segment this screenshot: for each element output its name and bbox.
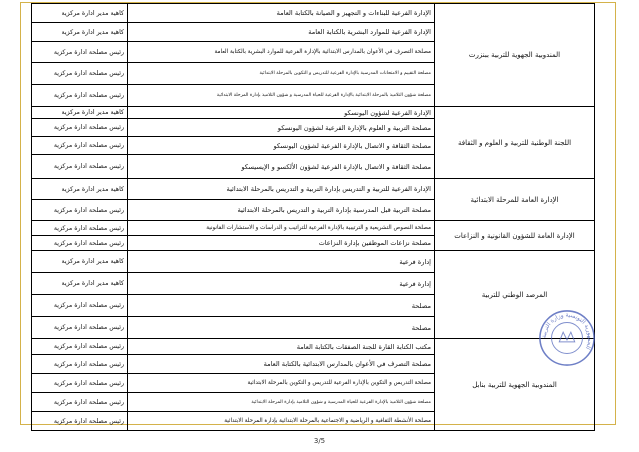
rank-cell: كاهية مدير ادارة مركزية [32,4,128,23]
department-cell: المندوبية الجهوية للتربية ببنزرت [435,4,595,107]
unit-cell: الإدارة الفرعية لشؤون اليونسكو [128,107,435,119]
stamp-text: الجمهورية التونسية وزارة التربية [541,312,593,351]
unit-cell: الإدارة الفرعية للبناءات و التجهيز و الصيانة بالكتابة العامة [128,4,435,23]
unit-cell: مصلحة شؤون التلاميذ بالإدارة الفرعية للحياة المدرسية و شؤون التلاميذ بإدارة المرحلة الابتدائية [128,393,435,412]
unit-cell: إدارة فرعية [128,251,435,273]
table-row [32,179,595,200]
rank-cell: رئيس مصلحة ادارة مركزية [32,119,128,137]
department-cell: الإدارة العامة للشؤون القانونية و النزاعات [435,221,595,251]
department-cell: المندوبية الجهوية للتربية بنابل [435,339,595,431]
rank-cell: كاهية مدير ادارة مركزية [32,179,128,200]
unit-cell: إدارة فرعية [128,273,435,295]
unit-cell: مصلحة التربية و العلوم بالإدارة الفرعية لشؤون اليونسكو [128,119,435,137]
unit-cell: مصلحة [128,317,435,339]
page-number: 3/5 [313,437,326,445]
unit-cell: مصلحة النصوص التشريعية و الترتيبية بالإدارة الفرعية للتراتيب و الدراسات و الاستشارات القانونية [128,221,435,236]
table-row [32,251,595,273]
unit-cell: مصلحة التربية قبل المدرسية بإدارة التربية و التدريس بالمرحلة الابتدائية [128,200,435,221]
unit-cell: مصلحة التصرف في الأعوان بالمدارس الابتدائية بالإدارة الفرعية للموارد البشرية بالكتابة العامة [128,42,435,63]
positions-table [31,3,595,431]
rank-cell: رئيس مصلحة ادارة مركزية [32,355,128,374]
department-cell: اللجنة الوطنية للتربية و العلوم و الثقافة [435,107,595,179]
rank-cell: كاهية مدير ادارة مركزية [32,273,128,295]
document-page [20,2,616,425]
unit-cell: مصلحة الأنشطة الثقافية و الرياضية و الاجتماعية بالمرحلة الابتدائية بإدارة المرحلة الابتدائية [128,412,435,431]
official-stamp-icon [538,309,596,367]
unit-cell: مصلحة التصرف في الأعوان بالمدارس الابتدائية بالكتابة العامة [128,355,435,374]
unit-cell: مصلحة التقييم و الامتحانات المدرسية بالإدارة الفرعية للتدريس و التكوين بالمرحلة الابتدائية [128,63,435,85]
rank-cell: رئيس مصلحة ادارة مركزية [32,200,128,221]
rank-cell: رئيس مصلحة ادارة مركزية [32,63,128,85]
rank-cell: رئيس مصلحة ادارة مركزية [32,42,128,63]
table-row [32,339,595,355]
rank-cell: رئيس مصلحة ادارة مركزية [32,155,128,179]
rank-cell: كاهية مدير ادارة مركزية [32,107,128,119]
unit-cell: مصلحة الثقافة و الاتصال بالإدارة الفرعية لشؤون الألكسو و الإيسيسكو [128,155,435,179]
department-cell: الإدارة العامة للمرحلة الابتدائية [435,179,595,221]
unit-cell: الإدارة الفرعية للتربية و التدريس بإدارة التربية و التدريس بالمرحلة الابتدائية [128,179,435,200]
rank-cell: كاهية مدير ادارة مركزية [32,251,128,273]
department-cell: المرصد الوطني للتربية [435,251,595,339]
unit-cell: مصلحة التدريس و التكوين بالإدارة الفرعية للتدريس و التكوين بالمرحلة الابتدائية [128,374,435,393]
rank-cell: رئيس مصلحة ادارة مركزية [32,85,128,107]
rank-cell: رئيس مصلحة ادارة مركزية [32,137,128,155]
table-row [32,4,595,23]
unit-cell: مصلحة شؤون التلاميذ بالمرحلة الابتدائية بالإدارة الفرعية للحياة المدرسية و شؤون التلاميذ بإدارة المرحلة الابتدائية [128,85,435,107]
unit-cell: مكتب الكتابة القارة للجنة الصفقات بالكتابة العامة [128,339,435,355]
unit-cell: الإدارة الفرعية للموارد البشرية بالكتابة العامة [128,23,435,42]
table-row [32,107,595,119]
unit-cell: مصلحة [128,295,435,317]
unit-cell: مصلحة نزاعات الموظفين بإدارة النزاعات [128,236,435,251]
rank-cell: رئيس مصلحة ادارة مركزية [32,317,128,339]
rank-cell: رئيس مصلحة ادارة مركزية [32,339,128,355]
rank-cell: كاهية مدير ادارة مركزية [32,23,128,42]
rank-cell: رئيس مصلحة ادارة مركزية [32,412,128,431]
rank-cell: رئيس مصلحة ادارة مركزية [32,236,128,251]
rank-cell: رئيس مصلحة ادارة مركزية [32,393,128,412]
rank-cell: رئيس مصلحة ادارة مركزية [32,221,128,236]
rank-cell: رئيس مصلحة ادارة مركزية [32,295,128,317]
table-row [32,221,595,236]
unit-cell: مصلحة الثقافة و الاتصال بالإدارة الفرعية لشؤون اليونسكو [128,137,435,155]
rank-cell: رئيس مصلحة ادارة مركزية [32,374,128,393]
